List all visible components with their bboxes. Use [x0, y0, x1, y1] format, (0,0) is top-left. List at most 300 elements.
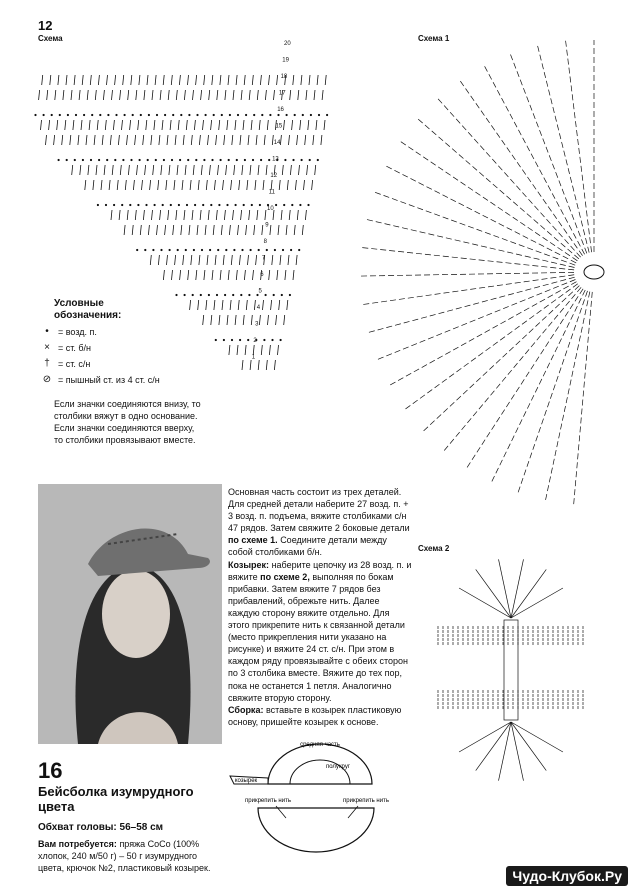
stitch-mark [305, 210, 306, 220]
stitch-mark [501, 410, 504, 415]
stitch-mark [146, 120, 147, 130]
stitch-mark [548, 322, 552, 327]
stitch-mark [506, 402, 509, 407]
stitch-mark [490, 248, 496, 249]
stitch-mark [277, 75, 278, 85]
stitch-mark [120, 90, 121, 100]
stitch-mark [443, 256, 449, 257]
stitch-mark [578, 453, 579, 459]
stitch-mark [435, 384, 440, 388]
stitch-mark [461, 323, 467, 325]
stitch-mark [565, 217, 568, 222]
stitch-mark [250, 360, 251, 370]
stitch-mark [112, 165, 113, 175]
chain-stitch [209, 249, 211, 251]
stitch-mark [381, 301, 387, 302]
stitch-mark [392, 198, 398, 200]
stitch-mark [584, 382, 585, 388]
chain-stitch [223, 339, 225, 341]
stitch-mark [143, 210, 144, 220]
chain-stitch [91, 114, 93, 116]
stitch-mark [265, 210, 266, 220]
stitch-mark [475, 211, 480, 214]
instructions-p2: наберите цепочку из 28 возд. п. и вяжите [228, 559, 412, 582]
stitch-mark [590, 237, 591, 243]
stitch-mark [235, 315, 236, 325]
stitch-mark [515, 282, 521, 283]
stitch-mark [459, 203, 464, 206]
stitch-mark [453, 347, 458, 350]
stitch-mark [512, 436, 515, 441]
stitch-mark [438, 99, 442, 103]
stitch-mark [163, 75, 164, 85]
stitch-mark [574, 489, 575, 495]
stitch-mark [508, 293, 514, 295]
stitch-mark [544, 72, 545, 78]
stitch-mark [540, 225, 545, 229]
chain-stitch [263, 339, 265, 341]
chain-stitch [292, 159, 294, 161]
chain-stitch [171, 159, 173, 161]
stitch-mark [591, 246, 592, 252]
stitch-mark [444, 106, 448, 110]
chain-stitch [211, 159, 213, 161]
stitch-mark [479, 260, 485, 261]
stitch-mark [123, 75, 124, 85]
stitch-mark [575, 121, 576, 127]
stitch-mark [89, 120, 90, 130]
stitch-mark [254, 225, 255, 235]
stitch-mark [259, 120, 260, 130]
stitch-mark [414, 369, 419, 372]
stitch-mark [128, 90, 129, 100]
stitch-mark [478, 317, 484, 319]
stitch-mark [468, 187, 473, 190]
stitch-mark [95, 90, 96, 100]
stitch-mark [362, 248, 368, 249]
stitch-mark [456, 119, 460, 123]
stitch-mark [573, 284, 578, 288]
stitch-mark [204, 75, 205, 85]
legend-item-chain [40, 326, 97, 337]
stitch-mark [496, 359, 500, 363]
stitch-mark [46, 135, 47, 145]
stitch-mark [555, 450, 556, 456]
chain-stitch [129, 204, 131, 206]
stitch-mark [580, 308, 582, 314]
stitch-mark [243, 120, 244, 130]
stitch-mark [197, 225, 198, 235]
chain-stitch [58, 159, 60, 161]
stitch-mark [534, 286, 540, 288]
stitch-mark [527, 461, 529, 467]
stitch-mark [229, 345, 230, 355]
stitch-mark [542, 316, 546, 320]
scheme1-label: Схема 1 [418, 34, 450, 43]
stitch-mark [567, 50, 568, 56]
stitch-mark [430, 314, 436, 316]
stitch-mark [401, 142, 406, 145]
stitch-mark [408, 297, 414, 298]
stitch-mark [572, 186, 573, 192]
stitch-mark [217, 90, 218, 100]
stitch-mark [493, 325, 498, 328]
chain-stitch [105, 204, 107, 206]
stitch-mark [424, 427, 428, 431]
stitch-mark [582, 400, 583, 406]
stitch-mark [585, 202, 586, 208]
chain-stitch [259, 204, 261, 206]
stitch-mark [545, 410, 547, 416]
chain-stitch [291, 204, 293, 206]
stitch-mark [407, 252, 413, 253]
chain-stitch [247, 339, 249, 341]
chain-stitch [75, 114, 77, 116]
stitch-mark [540, 299, 545, 302]
stitch-mark [180, 270, 181, 280]
stitch-mark [543, 284, 549, 286]
stitch-mark [514, 122, 517, 127]
stitch-mark [363, 304, 369, 305]
stitch-mark [183, 135, 184, 145]
stitch-mark [233, 210, 234, 220]
stitch-mark [527, 403, 530, 408]
stitch-mark [430, 360, 435, 363]
stitch-mark [570, 177, 571, 183]
stitch-mark [470, 384, 474, 388]
chain-stitch [144, 249, 146, 251]
stitch-mark [150, 255, 151, 265]
stitch-mark [173, 225, 174, 235]
row-number: 10 [267, 206, 274, 212]
stitch-mark [39, 90, 40, 100]
model-photo [38, 484, 222, 744]
stitch-mark [125, 180, 126, 190]
stitch-mark [82, 75, 83, 85]
stitch-mark [385, 224, 391, 225]
stitch-mark [434, 214, 440, 216]
stitch-mark [514, 363, 518, 368]
stitch-mark [558, 294, 563, 298]
stitch-mark [278, 225, 279, 235]
stitch-mark [437, 415, 441, 419]
chain-stitch [122, 159, 124, 161]
stitch-mark [574, 243, 577, 248]
stitch-mark [139, 75, 140, 85]
stitch-mark [104, 165, 105, 175]
stitch-mark [451, 220, 457, 222]
stitch-mark [193, 165, 194, 175]
stitch-mark [481, 111, 484, 116]
stitch-mark [442, 379, 447, 383]
stitch-mark [254, 300, 255, 310]
stitch-mark [470, 320, 476, 322]
stitch-mark [523, 138, 526, 143]
stitch-mark [434, 255, 440, 256]
stitch-mark [486, 178, 491, 182]
chain-stitch [260, 159, 262, 161]
row-number: 18 [280, 74, 288, 80]
stitch-mark [288, 255, 289, 265]
stitch-mark [478, 353, 483, 357]
stitch-mark [500, 460, 503, 465]
stitch-mark [417, 296, 423, 297]
chain-stitch [299, 204, 301, 206]
stitch-mark [85, 180, 86, 190]
stitch-mark [446, 172, 451, 175]
stitch-mark [525, 256, 531, 257]
chain-stitch [218, 204, 220, 206]
stitch-mark [367, 220, 373, 221]
stitch-mark [551, 300, 556, 304]
stitch-mark [236, 75, 237, 85]
stitch-mark [280, 135, 281, 145]
stitch-mark [540, 170, 543, 175]
stitch-mark [592, 292, 593, 298]
stitch-mark [461, 182, 466, 185]
chain-stitch [273, 294, 275, 296]
stitch-mark [577, 130, 578, 136]
stitch-mark [103, 90, 104, 100]
stitch-mark [570, 76, 571, 82]
stitch-mark [548, 206, 551, 211]
stitch-mark [552, 164, 554, 170]
stitch-mark [528, 199, 532, 203]
stitch-mark [153, 165, 154, 175]
stitch-mark [531, 364, 534, 369]
stitch-mark [575, 223, 577, 229]
fan-line [511, 722, 563, 752]
chain-stitch [185, 249, 187, 251]
stitch-mark [516, 427, 519, 432]
stitch-mark [226, 165, 227, 175]
row-number: 19 [282, 57, 289, 64]
stitch-mark [486, 118, 489, 123]
stitch-mark [572, 94, 573, 100]
stitch-mark [220, 75, 221, 85]
crochet-chart-scheme1 [350, 40, 610, 520]
chain-stitch [196, 114, 198, 116]
stitch-mark [565, 239, 569, 243]
stitch-mark [227, 120, 228, 130]
stitch-mark [467, 418, 471, 423]
stitch-mark [417, 208, 423, 210]
stitch-mark [500, 190, 505, 194]
chain-stitch [220, 159, 222, 161]
stitch-mark [523, 265, 529, 266]
stitch-mark [290, 90, 291, 100]
stitch-mark [256, 135, 257, 145]
stitch-mark [562, 142, 563, 148]
stitch-mark [289, 135, 290, 145]
stitch-mark [266, 165, 267, 175]
chain-stitch [99, 114, 101, 116]
stitch-mark [171, 75, 172, 85]
stitch-mark [452, 291, 458, 292]
stitch-mark [549, 90, 550, 96]
stitch-mark [582, 249, 585, 254]
stitch-mark [426, 211, 432, 213]
chain-stitch [187, 159, 189, 161]
stitch-mark [583, 290, 586, 295]
stitch-mark [127, 210, 128, 220]
stitch-mark [541, 349, 544, 354]
chain-stitch [115, 114, 117, 116]
stitch-mark [488, 286, 494, 287]
stitch-mark [527, 146, 530, 151]
stitch-mark [159, 135, 160, 145]
stitch-mark [521, 478, 523, 484]
stitch-mark [190, 180, 191, 190]
stitch-mark [221, 225, 222, 235]
stitch-mark [243, 315, 244, 325]
stitch-mark [274, 90, 275, 100]
dagger-icon: † [44, 358, 50, 369]
chain-stitch [235, 204, 237, 206]
stitch-mark [544, 254, 550, 256]
stitch-mark [561, 209, 564, 214]
stitch-mark [572, 214, 574, 220]
chain-stitch [130, 159, 132, 161]
stitch-mark [240, 135, 241, 145]
chain-stitch [155, 159, 157, 161]
stitch-mark [571, 333, 573, 339]
stitch-mark [507, 228, 512, 231]
chain-stitch [245, 114, 247, 116]
label-middle-part: средняя часть [300, 742, 340, 748]
stitch-mark [128, 165, 129, 175]
stitch-mark [582, 408, 583, 414]
row-number: 3 [255, 321, 259, 328]
stitch-mark [559, 432, 560, 438]
stitch-mark [589, 292, 590, 298]
stitch-mark [564, 151, 565, 157]
stitch-mark [559, 276, 565, 277]
stitch-mark [543, 371, 546, 376]
stitch-mark [274, 360, 275, 370]
chain-stitch [178, 204, 180, 206]
stitch-mark [284, 315, 285, 325]
stitch-mark [176, 90, 177, 100]
stitch-mark [536, 436, 538, 442]
stitch-mark [503, 306, 509, 308]
stitch-mark [563, 330, 566, 335]
stitch-mark [551, 282, 557, 284]
stitch-mark [574, 112, 575, 118]
stitch-mark [205, 225, 206, 235]
chain-stitch [156, 114, 158, 116]
stitch-mark [170, 120, 171, 130]
stitch-mark [410, 178, 415, 181]
stitch-mark [462, 425, 466, 430]
chain-stitch [216, 294, 218, 296]
stitch-mark [461, 290, 467, 291]
stitch-mark [493, 235, 499, 237]
chain-stitch [302, 114, 304, 116]
instructions-p1-end: Соедините детали между собой столбиками б/н. [228, 535, 387, 558]
stitch-mark [101, 180, 102, 190]
stitch-mark [578, 231, 580, 237]
instructions-p1: Основная часть состоит из трех деталей. Для средней детали наберите 27 возд. п. + 3 возд. п. подъема, вяжите столбиками с/н 47 рядов. Затем свяжите 2 боковые детали [228, 487, 410, 534]
label-visor: козырек [234, 778, 258, 784]
stitch-mark [402, 228, 408, 229]
stitch-mark [547, 485, 548, 491]
chain-stitch [280, 339, 282, 341]
row-number: 11 [268, 189, 275, 196]
stitch-mark [517, 71, 519, 77]
stitch-mark [316, 120, 317, 130]
stitch-mark [475, 192, 480, 195]
stitch-mark [148, 225, 149, 235]
stitch-mark [225, 90, 226, 100]
stitch-mark [579, 212, 580, 218]
chain-stitch [59, 114, 61, 116]
stitch-mark [306, 90, 307, 100]
stitch-mark [203, 315, 204, 325]
stitch-mark [582, 175, 583, 181]
stitch-mark [263, 300, 264, 310]
stitch-mark [532, 304, 537, 307]
stitch-mark [504, 172, 508, 176]
stitch-mark [499, 223, 504, 226]
stitch-mark [507, 147, 510, 152]
stitch-mark [378, 328, 384, 330]
stitch-mark [300, 120, 301, 130]
stitch-mark [258, 360, 259, 370]
stitch-mark [307, 165, 308, 175]
stitch-mark [235, 120, 236, 130]
stitch-mark [247, 180, 248, 190]
chain-stitch [269, 114, 271, 116]
stitch-mark [464, 363, 469, 367]
stitch-mark [376, 222, 382, 223]
chain-stitch [217, 249, 219, 251]
stitch-mark [520, 208, 525, 212]
chain-stitch [221, 114, 223, 116]
stitch-mark [574, 325, 576, 331]
stitch-mark [456, 432, 460, 437]
stitch-mark [371, 249, 377, 250]
stitch-mark [439, 137, 444, 141]
stitch-mark [450, 439, 454, 444]
chain-stitch [233, 249, 235, 251]
stitch-mark [508, 444, 511, 449]
stitch-mark [544, 178, 547, 183]
stitch-mark [562, 415, 563, 421]
stitch-mark [241, 90, 242, 100]
stitch-mark [515, 232, 520, 235]
stitch-mark [315, 165, 316, 175]
chain-stitch [237, 114, 239, 116]
stitch-mark [524, 281, 530, 282]
stitch-mark [405, 405, 410, 409]
stitch-mark [492, 159, 496, 163]
stitch-mark [535, 387, 538, 392]
stitch-mark [502, 98, 505, 103]
stitch-mark [230, 300, 231, 310]
chain-stitch [162, 204, 164, 206]
stitch-mark [530, 453, 532, 459]
chain-stitch [202, 204, 204, 206]
stitch-mark [565, 311, 568, 316]
stitch-mark [175, 135, 176, 145]
chain-stitch [200, 294, 202, 296]
stitch-mark [550, 267, 556, 268]
assembly-heading: Сборка: [228, 704, 264, 715]
stitch-mark [589, 328, 590, 334]
stitch-mark [513, 202, 518, 206]
legend-label: = ст. б/н [58, 342, 92, 353]
